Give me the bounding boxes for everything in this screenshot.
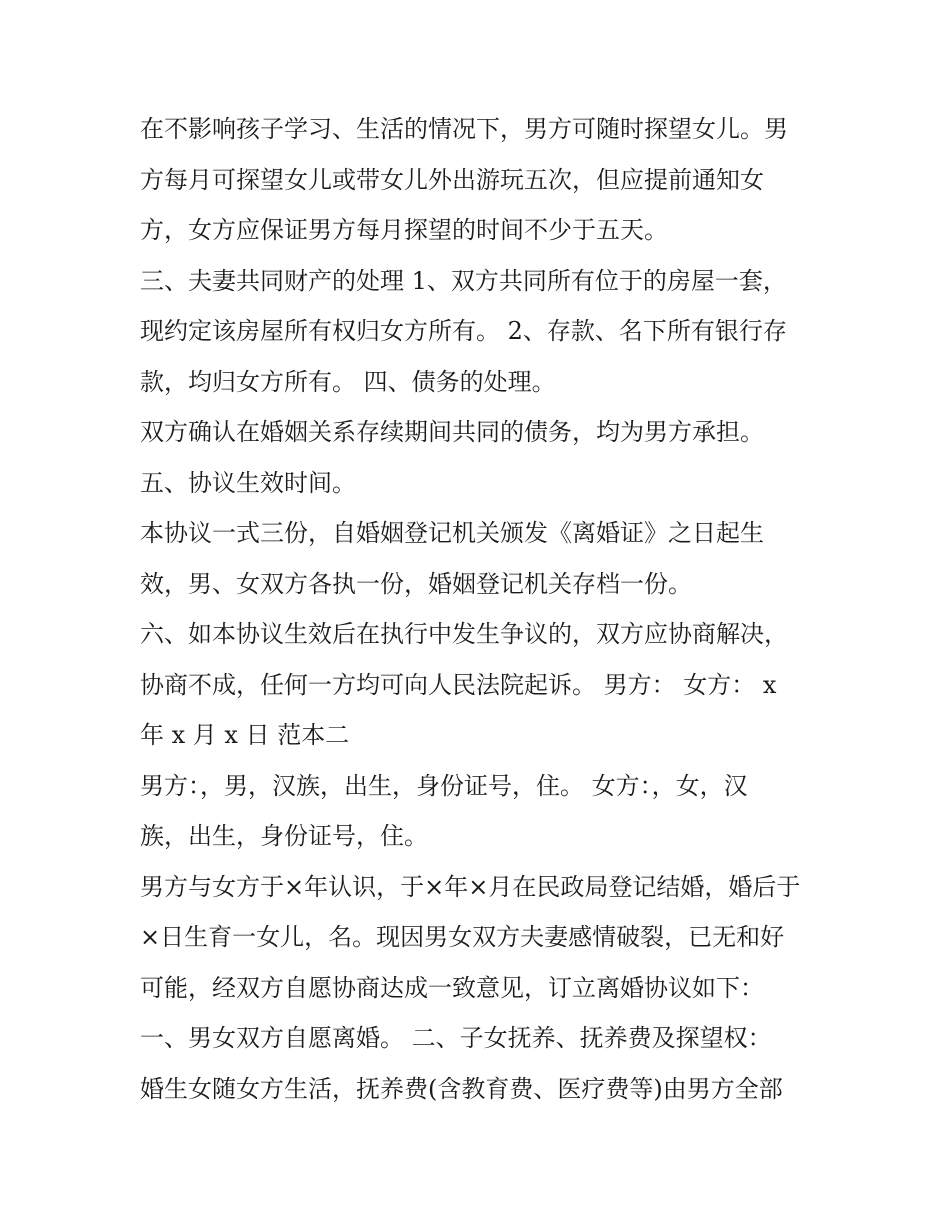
- text-line: 协商不成，任何一方均可向人民法院起诉。 男方： 女方： x: [140, 670, 777, 699]
- text-line: 年 x 月 x 日 范本二: [140, 721, 350, 749]
- text-line: ×日生育一女儿，名。现因男女双方夫妻感情破裂，已无和好: [140, 923, 785, 951]
- text-line: 男方与女方于×年认识，于×年×月在民政局登记结婚，婚后于: [140, 872, 801, 901]
- text-line: 方每月可探望女儿或带女儿外出游玩五次，但应提前通知女: [140, 165, 764, 194]
- document-body: [140, 104, 820, 1114]
- text-line: 婚生女随女方生活，抚养费(含教育费、医疗费等)由男方全部: [140, 1074, 783, 1103]
- text-line: 六、如本协议生效后在执行中发生争议的，双方应协商解决，: [140, 620, 788, 648]
- text-line: 本协议一式三份，自婚姻登记机关颁发《离婚证》之日起生: [140, 519, 764, 547]
- text-line: 男方：，男，汉族，出生，身份证号，住。 女方：，女，汉: [140, 771, 748, 800]
- text-line: 效，男、女双方各执一份，婚姻登记机关存档一份。: [140, 569, 692, 598]
- text-line: 在不影响孩子学习、生活的情况下，男方可随时探望女儿。男: [140, 115, 788, 143]
- text-line: 现约定该房屋所有权归女方所有。 2、存款、名下所有银行存: [140, 317, 787, 345]
- text-line: 一、男女双方自愿离婚。 二、子女抚养、抚养费及探望权：: [140, 1024, 772, 1052]
- text-line: 族，出生，身份证号，住。: [140, 822, 428, 850]
- text-line: 可能，经双方自愿协商达成一致意见，订立离婚协议如下：: [140, 973, 764, 1002]
- text-line: 五、协议生效时间。: [140, 468, 356, 497]
- text-line: 双方确认在婚姻关系存续期间共同的债务，均为男方承担。: [140, 418, 764, 446]
- text-line: 款，均归女方所有。 四、债务的处理。: [140, 367, 556, 396]
- text-line: 方，女方应保证男方每月探望的时间不少于五天。: [140, 216, 668, 244]
- text-line: 三、夫妻共同财产的处理 1、双方共同所有位于的房屋一套，: [140, 266, 787, 295]
